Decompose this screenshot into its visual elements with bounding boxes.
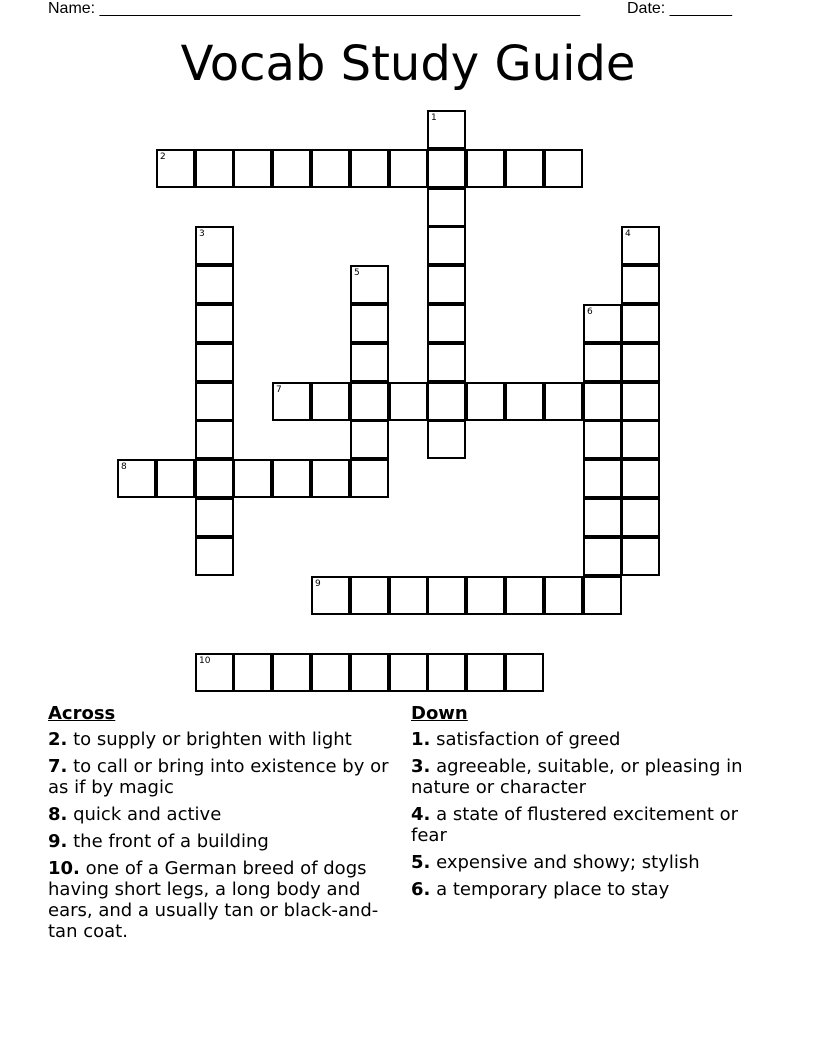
clue-text: quick and active <box>67 804 222 825</box>
crossword-cell[interactable] <box>350 459 389 498</box>
crossword-cell[interactable] <box>544 149 583 188</box>
across-clue <box>48 729 398 750</box>
clue-text: the front of a building <box>67 831 269 852</box>
crossword-cell[interactable] <box>195 265 234 304</box>
crossword-cell[interactable] <box>389 382 428 421</box>
crossword-cell[interactable] <box>621 459 660 498</box>
cell-number: 6 <box>587 307 593 317</box>
down-clue <box>411 804 761 846</box>
crossword-cell[interactable] <box>311 576 350 615</box>
down-heading: Down <box>411 703 468 724</box>
crossword-cell[interactable] <box>272 149 311 188</box>
name-blank[interactable]: ______________________________________________________ <box>99 0 581 17</box>
across-clue <box>48 831 398 852</box>
down-clue <box>411 879 761 900</box>
clue-text: agreeable, suitable, or pleasing in nature or character <box>411 756 743 798</box>
crossword-cell[interactable] <box>505 576 544 615</box>
crossword-cell[interactable] <box>427 149 466 188</box>
crossword-cell[interactable] <box>350 265 389 304</box>
cell-number: 8 <box>121 462 127 472</box>
crossword-cell[interactable] <box>427 304 466 343</box>
crossword-cell[interactable] <box>427 576 466 615</box>
crossword-cell[interactable] <box>621 420 660 459</box>
crossword-cell[interactable] <box>195 382 234 421</box>
crossword-cell[interactable] <box>195 653 234 692</box>
crossword-cell[interactable] <box>311 382 350 421</box>
crossword-cell[interactable] <box>427 420 466 459</box>
crossword-cell[interactable] <box>427 382 466 421</box>
crossword-cell[interactable] <box>505 382 544 421</box>
crossword-cell[interactable] <box>466 149 505 188</box>
clue-number: 9. <box>48 831 68 852</box>
clue-number: 1. <box>411 729 431 750</box>
crossword-cell[interactable] <box>195 498 234 537</box>
date-label: Date: <box>627 0 666 17</box>
crossword-cell[interactable] <box>311 149 350 188</box>
crossword-cell[interactable] <box>621 226 660 265</box>
cell-number: 5 <box>354 268 360 278</box>
clue-text: a state of flustered excitement or fear <box>411 804 739 846</box>
clue-number: 6. <box>411 879 431 900</box>
clue-text: satisfaction of greed <box>430 729 621 750</box>
crossword-cell[interactable] <box>233 459 272 498</box>
crossword-cell[interactable] <box>195 459 234 498</box>
clue-number: 7. <box>48 756 68 777</box>
cell-number: 3 <box>199 229 205 239</box>
crossword-cell[interactable] <box>350 420 389 459</box>
cell-number: 9 <box>315 579 321 589</box>
crossword-cell[interactable] <box>156 149 195 188</box>
clue-text: a temporary place to stay <box>430 879 670 900</box>
across-clue <box>48 858 398 942</box>
clue-number: 8. <box>48 804 68 825</box>
crossword-cell[interactable] <box>195 537 234 576</box>
cell-number: 1 <box>431 113 437 123</box>
clue-number: 4. <box>411 804 431 825</box>
crossword-cell[interactable] <box>621 304 660 343</box>
crossword-cell[interactable] <box>583 382 622 421</box>
clue-text: to supply or brighten with light <box>67 729 352 750</box>
crossword-cell[interactable] <box>621 382 660 421</box>
crossword-cell[interactable] <box>117 459 156 498</box>
clue-number: 2. <box>48 729 68 750</box>
crossword-cell[interactable] <box>621 498 660 537</box>
crossword-cell[interactable] <box>272 382 311 421</box>
crossword-cell[interactable] <box>544 382 583 421</box>
crossword-cell[interactable] <box>505 653 544 692</box>
crossword-cell[interactable] <box>505 149 544 188</box>
crossword-cell[interactable] <box>311 459 350 498</box>
crossword-cell[interactable] <box>195 304 234 343</box>
clue-text: to call or bring into existence by or as if by magic <box>48 756 389 798</box>
across-heading: Across <box>48 703 116 724</box>
crossword-cell[interactable] <box>272 459 311 498</box>
crossword-cell[interactable] <box>427 653 466 692</box>
crossword-cell[interactable] <box>195 343 234 382</box>
crossword-cell[interactable] <box>466 382 505 421</box>
crossword-cell[interactable] <box>621 343 660 382</box>
crossword-cell[interactable] <box>350 653 389 692</box>
crossword-cell[interactable] <box>350 576 389 615</box>
crossword-cell[interactable] <box>195 420 234 459</box>
crossword-cell[interactable] <box>272 653 311 692</box>
cell-number: 4 <box>625 229 631 239</box>
crossword-cell[interactable] <box>621 265 660 304</box>
crossword-cell[interactable] <box>233 653 272 692</box>
crossword-cell[interactable] <box>195 226 234 265</box>
crossword-cell[interactable] <box>389 653 428 692</box>
crossword-cell[interactable] <box>583 343 622 382</box>
name-label: Name: <box>48 0 96 17</box>
crossword-cell[interactable] <box>544 576 583 615</box>
across-clue <box>48 756 398 798</box>
crossword-cell[interactable] <box>350 343 389 382</box>
across-clue-list <box>48 729 398 942</box>
crossword-cell[interactable] <box>156 459 195 498</box>
down-clues <box>411 703 761 906</box>
crossword-cell[interactable] <box>350 149 389 188</box>
crossword-cell[interactable] <box>583 576 622 615</box>
crossword-cell[interactable] <box>389 576 428 615</box>
down-clue-list <box>411 729 761 900</box>
crossword-cell[interactable] <box>466 576 505 615</box>
crossword-cell[interactable] <box>427 226 466 265</box>
crossword-cell[interactable] <box>583 420 622 459</box>
crossword-cell[interactable] <box>427 110 466 149</box>
down-clue <box>411 729 761 750</box>
crossword-cell[interactable] <box>389 149 428 188</box>
clue-text: one of a German breed of dogs having short legs, a long body and ears, and a usually tan or black-and-tan coat. <box>48 858 379 942</box>
crossword-cell[interactable] <box>195 149 234 188</box>
clue-text: expensive and showy; stylish <box>430 852 700 873</box>
crossword-cell[interactable] <box>427 188 466 227</box>
crossword-cell[interactable] <box>350 304 389 343</box>
crossword-cell[interactable] <box>583 459 622 498</box>
across-clue <box>48 804 398 825</box>
crossword-cell[interactable] <box>427 265 466 304</box>
crossword-cell[interactable] <box>583 304 622 343</box>
down-clue <box>411 756 761 798</box>
crossword-cell[interactable] <box>311 653 350 692</box>
cell-number: 10 <box>199 656 211 666</box>
clue-number: 3. <box>411 756 431 777</box>
date-blank[interactable]: _______ <box>669 0 732 17</box>
crossword-cell[interactable] <box>583 498 622 537</box>
crossword-cell[interactable] <box>233 149 272 188</box>
crossword-cell[interactable] <box>621 537 660 576</box>
cell-number: 7 <box>276 385 282 395</box>
across-clues <box>48 703 398 948</box>
clue-number: 10. <box>48 858 80 879</box>
page-title: Vocab Study Guide <box>180 36 636 92</box>
cell-number: 2 <box>160 152 166 162</box>
crossword-cell[interactable] <box>350 382 389 421</box>
crossword-cell[interactable] <box>427 343 466 382</box>
clue-number: 5. <box>411 852 431 873</box>
crossword-cell[interactable] <box>466 653 505 692</box>
down-clue <box>411 852 761 873</box>
crossword-cell[interactable] <box>583 537 622 576</box>
